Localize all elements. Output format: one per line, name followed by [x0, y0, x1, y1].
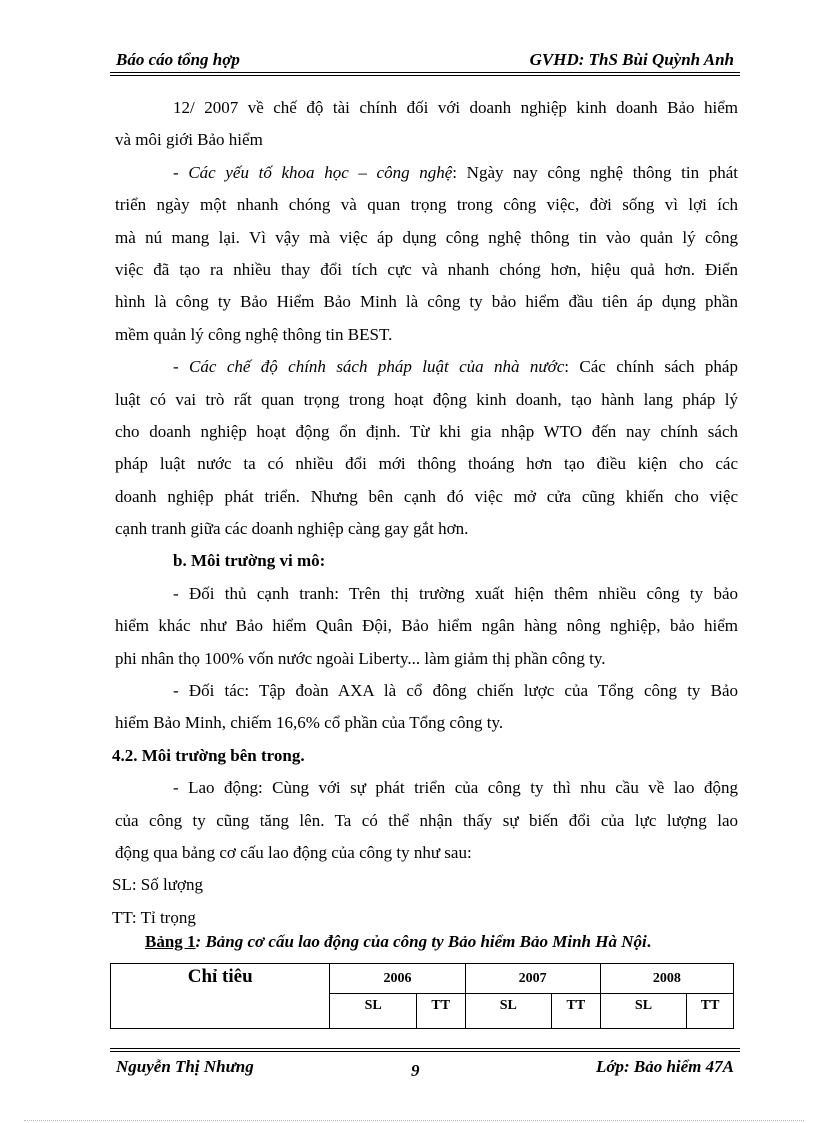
text-line: mà nú mang lại. Vì vậy mà việc áp dụng công nghệ thông tin vào quản lý công	[115, 227, 738, 247]
header-year: 2008	[600, 964, 733, 994]
footer-class: Lớp: Bảo hiểm 47A	[595, 1057, 734, 1076]
section-heading: 4.2. Môi trường bên trong.	[112, 745, 305, 765]
italic-heading: Các yếu tố khoa học – công nghệ	[188, 162, 453, 182]
page-number: 9	[411, 1061, 420, 1080]
labor-structure-table	[110, 963, 734, 1029]
text-line: TT: Tỉ trọng	[112, 907, 196, 927]
header-tt: TT	[552, 994, 601, 1029]
header-year: 2007	[465, 964, 600, 994]
text-line: cạnh tranh giữa các doanh nghiệp càng gay gắt hơn.	[115, 519, 469, 539]
page-break-divider	[24, 1120, 804, 1121]
header-sl: SL	[600, 994, 686, 1029]
document-body	[112, 92, 738, 934]
text-line: của công ty cũng tăng lên. Ta có thể nhận thấy sự biến đổi của lực lượng lao	[115, 810, 738, 830]
header-sl: SL	[330, 994, 416, 1029]
text-line: phi nhân thọ 100% vốn nước ngoài Liberty... làm giảm thị phần công ty.	[115, 648, 606, 668]
text-line: mềm quản lý công nghệ thông tin BEST.	[115, 324, 393, 344]
text-line: doanh nghiệp phát triển. Nhưng bên cạnh đó việc mở cửa cũng khiến cho việc	[115, 486, 738, 506]
header-year: 2006	[330, 964, 465, 994]
text-line: động qua bảng cơ cấu lao động của công ty như sau:	[115, 842, 472, 862]
table-title: : Bảng cơ cấu lao động của công ty Bảo hiểm Bảo Minh Hà Nội	[195, 932, 647, 951]
table-caption: Bảng 1: Bảng cơ cấu lao động của công ty Bảo hiểm Bảo Minh Hà Nội.	[145, 932, 651, 951]
table-label: Bảng 1	[145, 932, 196, 951]
section-heading: b. Môi trường vi mô:	[173, 551, 326, 571]
text-line: pháp luật nước ta có nhiều đổi mới thông thoáng hơn tạo điều kiện cho các	[115, 454, 738, 474]
text-line: việc đã tạo ra nhiều thay đổi tích cực và nhanh chóng hơn, hiệu quả hơn. Điển	[115, 259, 738, 279]
text-line: cho doanh nghiệp hoạt động ổn định. Từ khi gia nhập WTO đến nay chính sách	[115, 421, 738, 441]
text-line: - Lao động: Cùng với sự phát triển của công ty thì nhu cầu về lao động	[173, 778, 738, 798]
page-header	[110, 44, 740, 76]
header-sl: SL	[465, 994, 551, 1029]
text-line: 12/ 2007 về chế độ tài chính đối với doanh nghiệp kinh doanh Bảo hiểm	[173, 98, 738, 117]
text-line: và môi giới Bảo hiểm	[115, 130, 263, 150]
page-footer	[110, 1048, 740, 1082]
text-line: - Các yếu tố khoa học – công nghệ: Ngày nay công nghệ thông tin phát	[173, 162, 738, 182]
italic-heading: Các chế độ chính sách pháp luật của nhà nước	[189, 357, 565, 377]
header-tt: TT	[416, 994, 465, 1029]
header-tt: TT	[687, 994, 734, 1029]
text-line: hiểm Bảo Minh, chiếm 16,6% cổ phần của Tổng công ty.	[115, 713, 504, 733]
text-line: hiểm khác như Bảo hiểm Quân Đội, Bảo hiểm ngân hàng nông nghiệp, bảo hiểm	[115, 616, 738, 636]
header-chi-tieu: Chỉ tiêu	[111, 964, 330, 1029]
text-line: - Đối tác: Tập đoàn AXA là cổ đông chiến lược của Tổng công ty Bảo	[173, 681, 738, 701]
text-line: SL: Số lượng	[112, 875, 203, 895]
text-line: - Các chế độ chính sách pháp luật của nhà nước: Các chính sách pháp	[173, 357, 738, 377]
header-supervisor: GVHD: ThS Bùi Quỳnh Anh	[529, 50, 734, 69]
footer-author: Nguyễn Thị Nhưng	[116, 1057, 254, 1076]
text-line: hình là công ty Bảo Hiểm Bảo Minh là công ty bảo hiểm đầu tiên áp dụng phần	[115, 292, 738, 312]
header-report-title: Báo cáo tổng hợp	[116, 50, 240, 69]
text-line: luật có vai trò rất quan trọng trong hoạt động kinh doanh, tạo hành lang pháp lý	[115, 389, 738, 409]
text-line: - Đối thủ cạnh tranh: Trên thị trường xuất hiện thêm nhiều công ty bảo	[173, 583, 738, 603]
text-line: triển ngày một nhanh chóng và quan trọng trong công việc, đời sống vì lợi ích	[115, 195, 738, 215]
